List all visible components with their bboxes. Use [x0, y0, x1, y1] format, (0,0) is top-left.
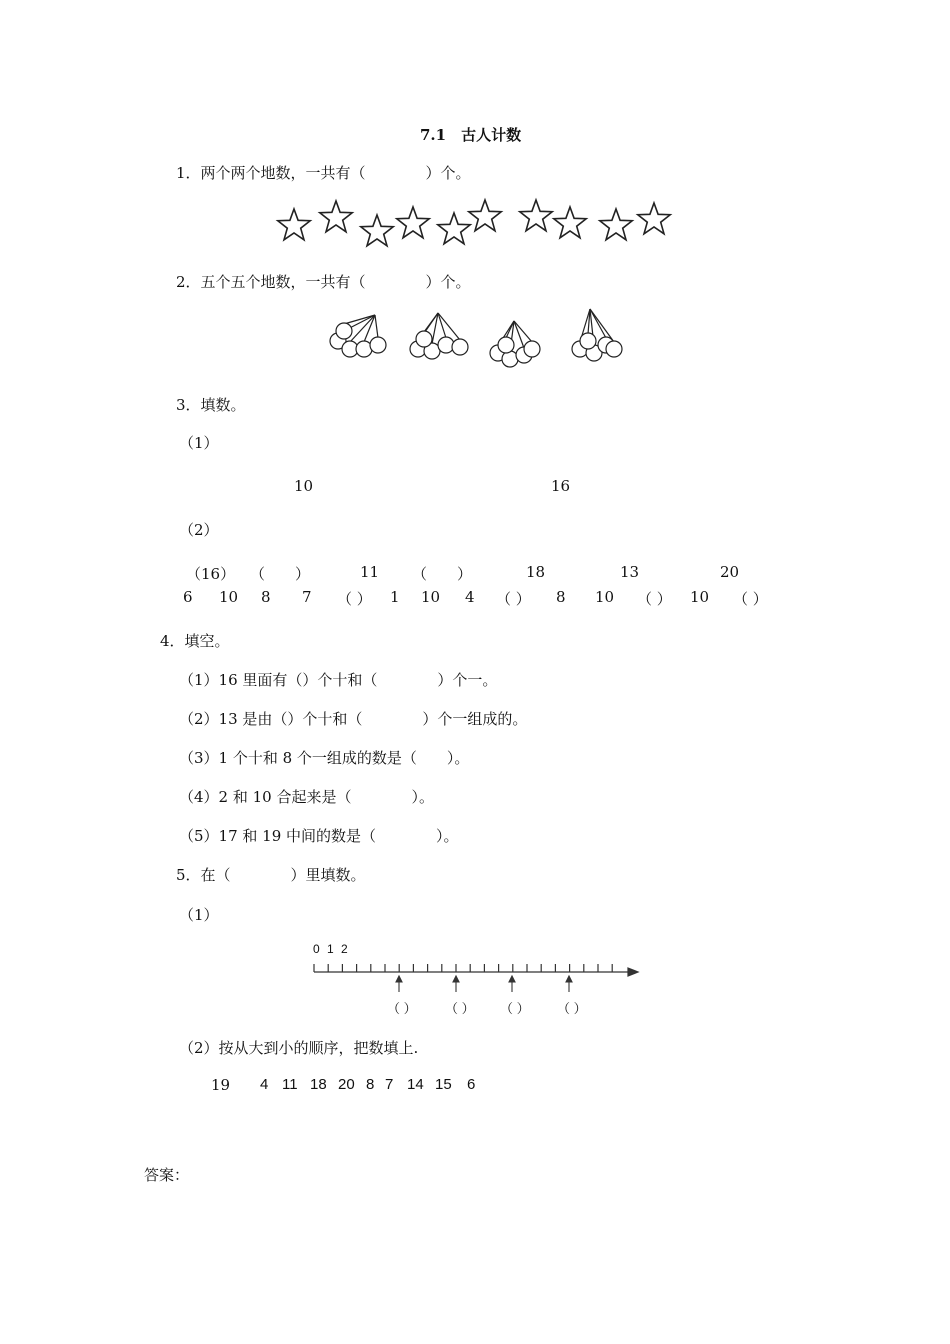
number-line-label: 1	[327, 942, 334, 956]
cherry	[498, 337, 514, 353]
cherry	[336, 323, 352, 339]
q3-row1-item: 20	[720, 563, 740, 581]
star-shape	[320, 201, 352, 232]
cherry	[580, 333, 596, 349]
cherry	[524, 341, 540, 357]
cherry	[452, 339, 468, 355]
q4-item-3: （3）1 个十和 8 个一组成的数是（ ）。	[179, 749, 470, 767]
star-shape	[397, 207, 429, 238]
cherry	[606, 341, 622, 357]
q3-row2-item: 1	[390, 588, 400, 606]
cherry	[370, 337, 386, 353]
q3-part1-right-number: 16	[551, 477, 571, 495]
number-line-axis	[300, 940, 650, 1020]
q4-item-1: （1）16 里面有（）个十和（ ）个一。	[179, 671, 498, 689]
q3-row2-item: （ ）	[337, 590, 372, 608]
number-line-arrowhead	[509, 976, 515, 982]
q5-number: 19	[211, 1076, 231, 1094]
q3-row2-item: 10	[219, 588, 239, 606]
q4-item-2: （2）13 是由（）个十和（ ）个一组成的。	[179, 710, 528, 728]
q5-number: 20	[338, 1076, 355, 1093]
q3-part2-label: （2）	[179, 521, 219, 539]
star-shape	[278, 209, 310, 240]
number-line-arrowhead	[566, 976, 572, 982]
cherry	[438, 337, 454, 353]
q5-number: 6	[467, 1076, 476, 1093]
q3-row2-item: （ ）	[496, 590, 531, 608]
q3-row2-item: 8	[261, 588, 271, 606]
q3-row1-item: 13	[620, 563, 640, 581]
question-3: 3．填数。	[176, 396, 246, 414]
q3-row2-item: （ ）	[733, 590, 768, 608]
answer-label: 答案：	[144, 1166, 190, 1184]
number-line-arrowhead	[396, 976, 402, 982]
question-5: 5．在（ ）里填数。	[176, 866, 366, 884]
page-title: 7.1 古人计数	[420, 126, 522, 144]
q5-number: 14	[407, 1076, 424, 1093]
star-shape	[554, 207, 586, 238]
q3-part1-left-number: 10	[294, 477, 314, 495]
q3-row1-item: （ ）	[250, 565, 311, 583]
q4-item-5: （5）17 和 19 中间的数是（ ）。	[179, 827, 459, 845]
q3-part1-label: （1）	[179, 434, 219, 452]
number-line-label: 0	[313, 942, 320, 956]
star-shape	[600, 209, 632, 240]
star-shape	[469, 200, 501, 231]
q5-number: 18	[310, 1076, 327, 1093]
cherry-stem	[514, 321, 532, 342]
stars-illustration	[0, 196, 950, 256]
question-4: 4．填空。	[160, 632, 230, 650]
q3-row2-item: （ ）	[637, 590, 672, 608]
cherry-stem	[438, 313, 446, 338]
question-1: 1．两个两个地数，一共有（ ）个。	[176, 164, 471, 182]
q3-row1-item: 18	[526, 563, 546, 581]
number-line-arrowhead	[453, 976, 459, 982]
q5-number: 7	[385, 1076, 394, 1093]
question-2: 2．五个五个地数，一共有（ ）个。	[176, 273, 471, 291]
cherry	[416, 331, 432, 347]
q3-row2-item: 7	[302, 588, 312, 606]
number-line-blank: （ ）	[500, 1001, 530, 1016]
q5-part1-label: （1）	[179, 906, 219, 924]
q3-row2-item: 6	[183, 588, 193, 606]
star-shape	[638, 203, 670, 234]
q3-row2-item: 10	[690, 588, 710, 606]
q3-row1-item: （ ）	[412, 565, 473, 583]
q3-row1-item: （16）	[186, 565, 236, 583]
number-line-label: 2	[341, 942, 348, 956]
cherry-stem	[375, 315, 378, 338]
cherry-stem	[438, 313, 460, 340]
number-line-blank: （ ）	[445, 1001, 475, 1016]
q3-row2-item: 10	[595, 588, 615, 606]
q3-row1-item: 11	[360, 563, 380, 581]
star-shape	[520, 200, 552, 231]
number-line-blank: （ ）	[387, 1001, 417, 1016]
q5-number: 15	[435, 1076, 452, 1093]
q5-number: 8	[366, 1076, 375, 1093]
q5-number: 4	[260, 1076, 269, 1093]
q3-row2-item: 10	[421, 588, 441, 606]
q5-part2: （2）按从大到小的顺序，把数填上.	[179, 1039, 419, 1057]
q4-item-4: （4）2 和 10 合起来是（ ）。	[179, 788, 434, 806]
q5-number: 11	[282, 1076, 298, 1093]
q3-row2-item: 4	[465, 588, 475, 606]
star-shape	[361, 215, 393, 246]
cherry-stem	[514, 321, 524, 348]
number-line-blank: （ ）	[557, 1001, 587, 1016]
number-line	[300, 940, 650, 1020]
q3-row2-item: 8	[556, 588, 566, 606]
cherries-illustration	[0, 305, 950, 385]
star-shape	[438, 213, 470, 244]
